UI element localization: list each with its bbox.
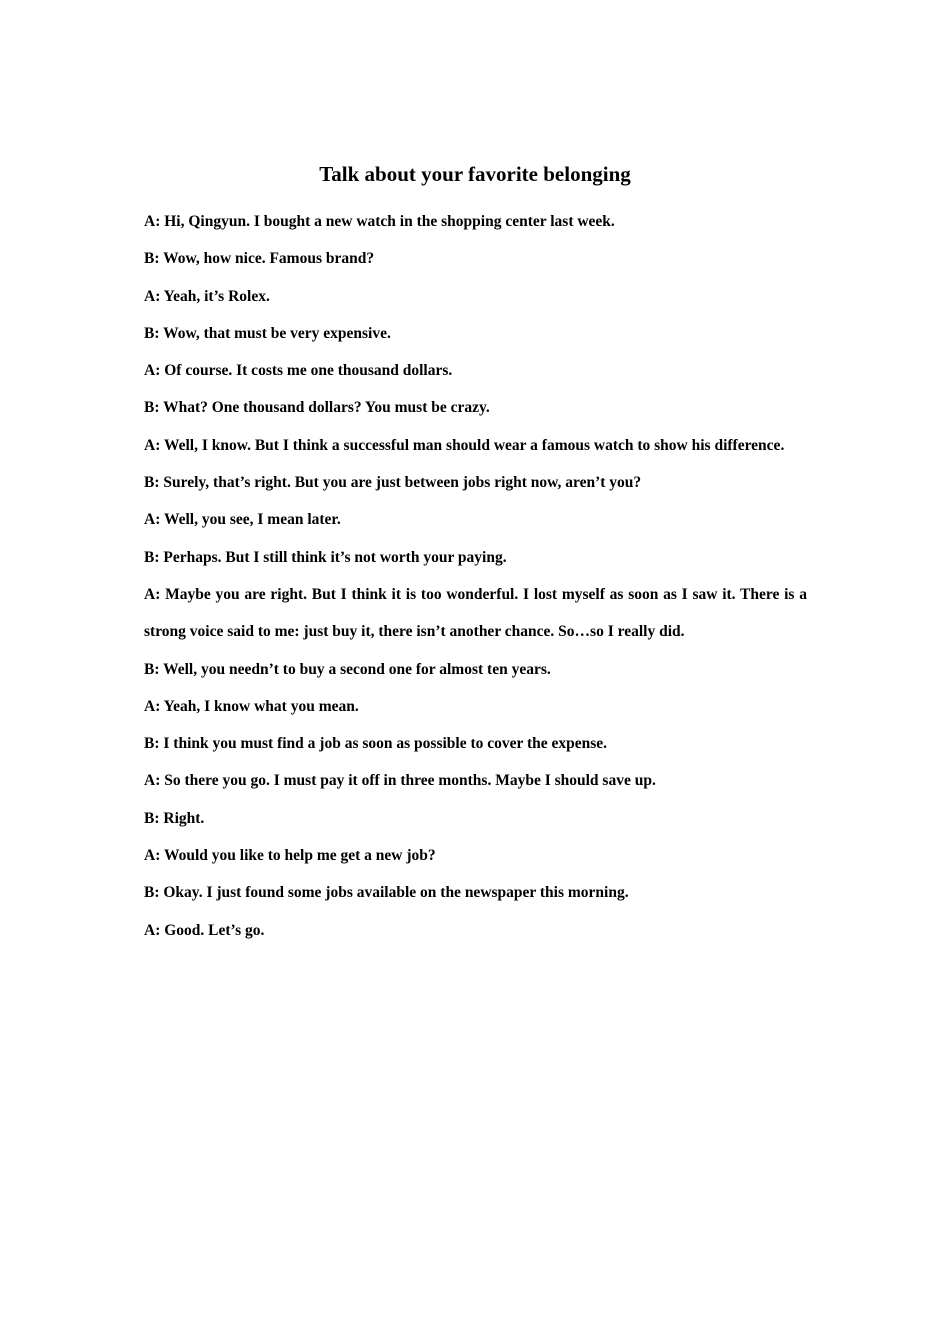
- dialogue-line: A: So there you go. I must pay it off in three months. Maybe I should save up.: [144, 772, 656, 790]
- dialogue-line: B: Wow, that must be very expensive.: [144, 324, 391, 342]
- dialogue-line: B: What? One thousand dollars? You must be crazy.: [144, 399, 490, 417]
- dialogue-line: B: Well, you needn’t to buy a second one for almost ten years.: [144, 660, 551, 678]
- document-title: Talk about your favorite belonging: [319, 162, 631, 186]
- dialogue-line: A: Yeah, I know what you mean.: [144, 697, 359, 715]
- dialogue-line: B: Perhaps. But I still think it’s not worth your paying.: [144, 548, 507, 566]
- dialogue-line: B: Wow, how nice. Famous brand?: [144, 250, 375, 268]
- dialogue-line: A: Well, I know. But I think a successful man should wear a famous watch to show his difference.: [144, 436, 785, 454]
- dialogue-line: A: Would you like to help me get a new job?: [144, 847, 436, 865]
- dialogue-line: A: Well, you see, I mean later.: [144, 511, 341, 529]
- dialogue-line: A: Hi, Qingyun. I bought a new watch in the shopping center last week.: [144, 213, 615, 230]
- dialogue-line: A: Maybe you are right. But I think it is too wonderful. I lost myself as soon as I saw it. There is a strong voice said to me: just buy it, there isn’t another chance. So…so I really did.: [144, 585, 807, 641]
- dialogue-line: A: Of course. It costs me one thousand dollars.: [144, 362, 453, 380]
- dialogue-line: A: Good. Let’s go.: [144, 921, 265, 939]
- dialogue-line: B: Surely, that’s right. But you are just between jobs right now, aren’t you?: [144, 474, 642, 492]
- dialogue-line: B: Right.: [144, 809, 205, 827]
- dialogue: [144, 203, 807, 949]
- dialogue-line: B: I think you must find a job as soon as possible to cover the expense.: [144, 735, 608, 753]
- dialogue-line: B: Okay. I just found some jobs available on the newspaper this morning.: [144, 884, 629, 902]
- dialogue-line: A: Yeah, it’s Rolex.: [144, 287, 270, 305]
